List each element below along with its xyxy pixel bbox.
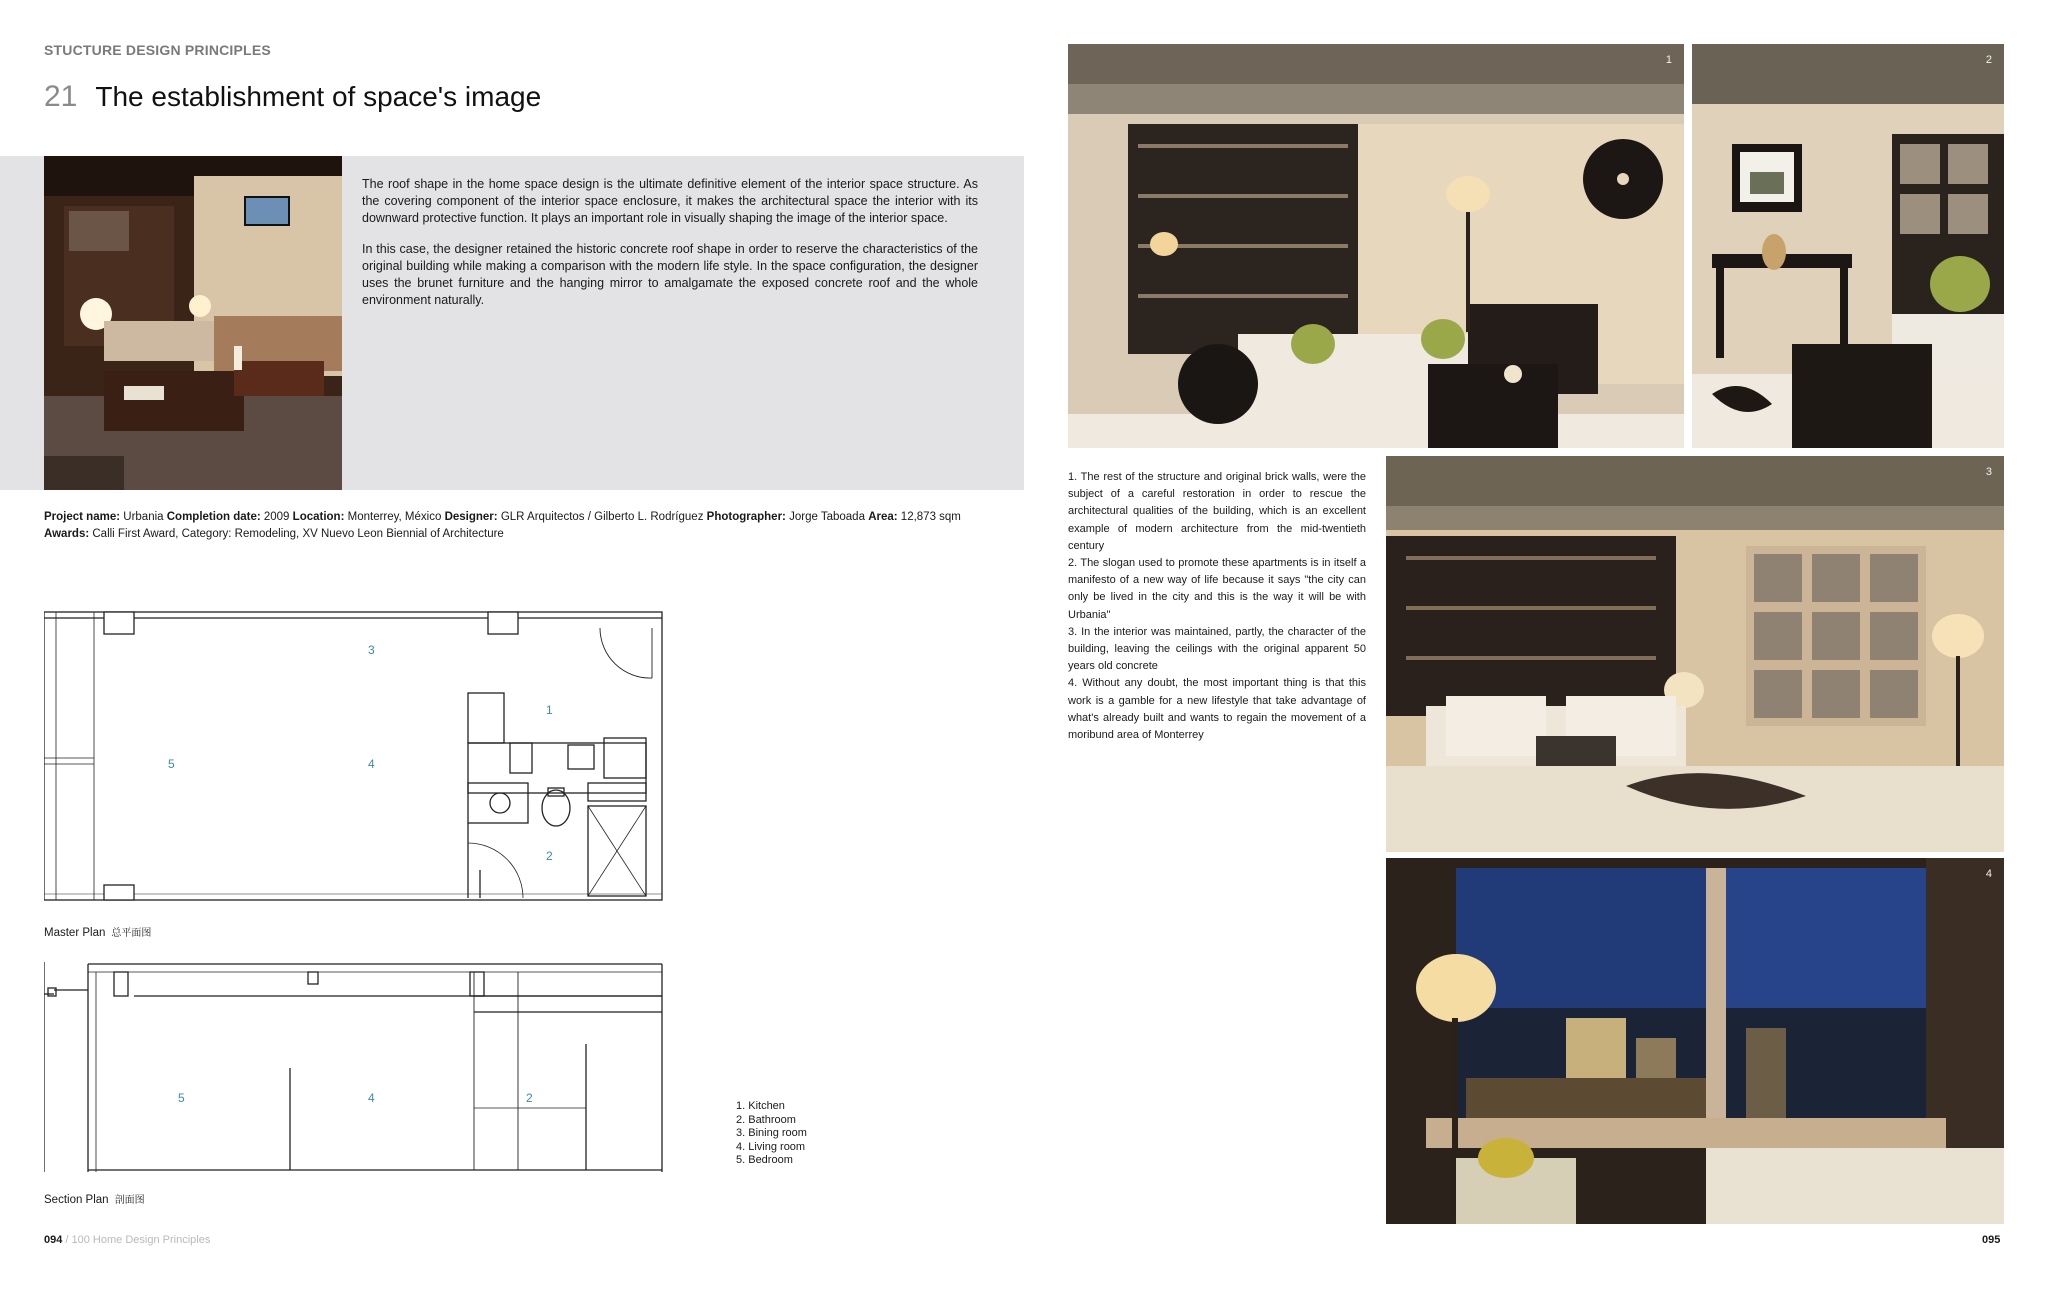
living-room-photo [44, 156, 342, 490]
project-credits [44, 509, 984, 543]
section-plan-label-cn: 剖面图 [114, 1195, 145, 1206]
note-3: 3. In the interior was maintained, partly, the character of the building, leaving the ceilings with the original apparent 50 years old concrete [1068, 625, 1366, 673]
chapter-heading [44, 80, 541, 114]
master-plan-label: Master Plan [44, 927, 106, 939]
photographer: Jorge Taboada [789, 511, 865, 523]
area: 12,873 sqm [900, 511, 961, 523]
completion-date-label: Completion date: [166, 511, 261, 523]
legend-item: 5. Bedroom [736, 1154, 793, 1166]
section-room-4: 4 [368, 1091, 375, 1105]
book-title: / 100 Home Design Principles [62, 1234, 211, 1246]
intro-paragraph-1: The roof shape in the home space design is the ultimate definitive element of the interior space structure. As the covering component of the interior space enclosure, it makes the architectural space the interior with its downward protective function. It plays an important role in visually shaping the image of the interior space. [362, 177, 978, 225]
intro-text [362, 176, 978, 323]
section-room-2: 2 [526, 1091, 533, 1105]
plan-room-2: 2 [546, 849, 553, 863]
photo-2-dining-corner [1692, 44, 2004, 448]
legend-item: 2. Bathroom [736, 1113, 796, 1126]
note-4: 4. Without any doubt, the most important thing is that this work is a gamble for a new lifestyle that take advantage of what's already built and wants to regain the movement of a moribund area of Monterrey [1068, 677, 1366, 742]
section-plan-label: Section Plan [44, 1194, 109, 1206]
plan-room-5: 5 [168, 757, 175, 771]
completion-date: 2009 [263, 511, 290, 523]
plan-room-3: 3 [368, 643, 375, 657]
photo-number: 4 [1985, 868, 1992, 880]
master-plan-label-cn: 总平面图 [111, 928, 152, 939]
photo-3-bedroom [1386, 456, 2004, 852]
section-plan-drawing [44, 958, 664, 1172]
note-2: 2. The slogan used to promote these apartments is in itself a manifesto of a new way of life because it says "the city can only be lived in the city and this is the way it will be with Urbania" [1068, 557, 1366, 621]
section-label: STUCTURE DESIGN PRINCIPLES [44, 42, 271, 58]
master-plan-drawing [44, 608, 664, 906]
intro-paragraph-2: In this case, the designer retained the historic concrete roof shape in order to reserve the characteristics of the original building while making a comparison with the modern life style. In the space configuration, the designer uses the brunet furniture and the hanging mirror to amalgamate the exposed concrete roof and the whole environment naturally. [362, 242, 978, 307]
project-name: Urbania [123, 511, 164, 523]
photo-number: 3 [1985, 466, 1992, 478]
legend-item: 1. Kitchen [736, 1100, 785, 1112]
awards: Calli First Award, Category: Remodeling, XV Nuevo Leon Biennial of Architecture [92, 528, 504, 540]
note-1: 1. The rest of the structure and original brick walls, were the subject of a careful restoration in order to rescue the architectural qualities of the building, which is an excellent example of modern architecture from the mid-twentieth century [1068, 471, 1366, 552]
photo-notes [1068, 469, 1366, 744]
photo-4-bedroom-window [1386, 858, 2004, 1224]
legend-item: 3. Bining room [736, 1127, 807, 1139]
photo-number: 2 [1985, 54, 1992, 66]
plan-room-1: 1 [546, 703, 553, 717]
section-plan-caption [44, 1191, 145, 1206]
awards-label: Awards: [44, 528, 90, 540]
photo-1-living-room [1068, 44, 1684, 448]
section-room-5: 5 [178, 1091, 185, 1105]
designer-label: Designer: [444, 511, 498, 523]
area-label: Area: [868, 511, 898, 523]
location-label: Location: [292, 511, 345, 523]
photographer-label: Photographer: [706, 511, 786, 523]
footer-left [44, 1234, 210, 1246]
location: Monterrey, México [347, 511, 442, 523]
project-name-label: Project name: [44, 511, 121, 523]
legend-item: 4. Living room [736, 1140, 806, 1153]
designer: GLR Arquitectos / Gilberto L. Rodríguez [500, 511, 704, 523]
right-page-number: 095 [1982, 1234, 2001, 1246]
room-legend [736, 1100, 807, 1168]
photo-number: 1 [1665, 54, 1672, 66]
master-plan-caption [44, 924, 151, 939]
chapter-title: The establishment of space's image [95, 81, 542, 112]
left-page-number: 094 [44, 1234, 63, 1246]
plan-room-4: 4 [368, 757, 375, 771]
chapter-number: 21 [44, 80, 78, 113]
